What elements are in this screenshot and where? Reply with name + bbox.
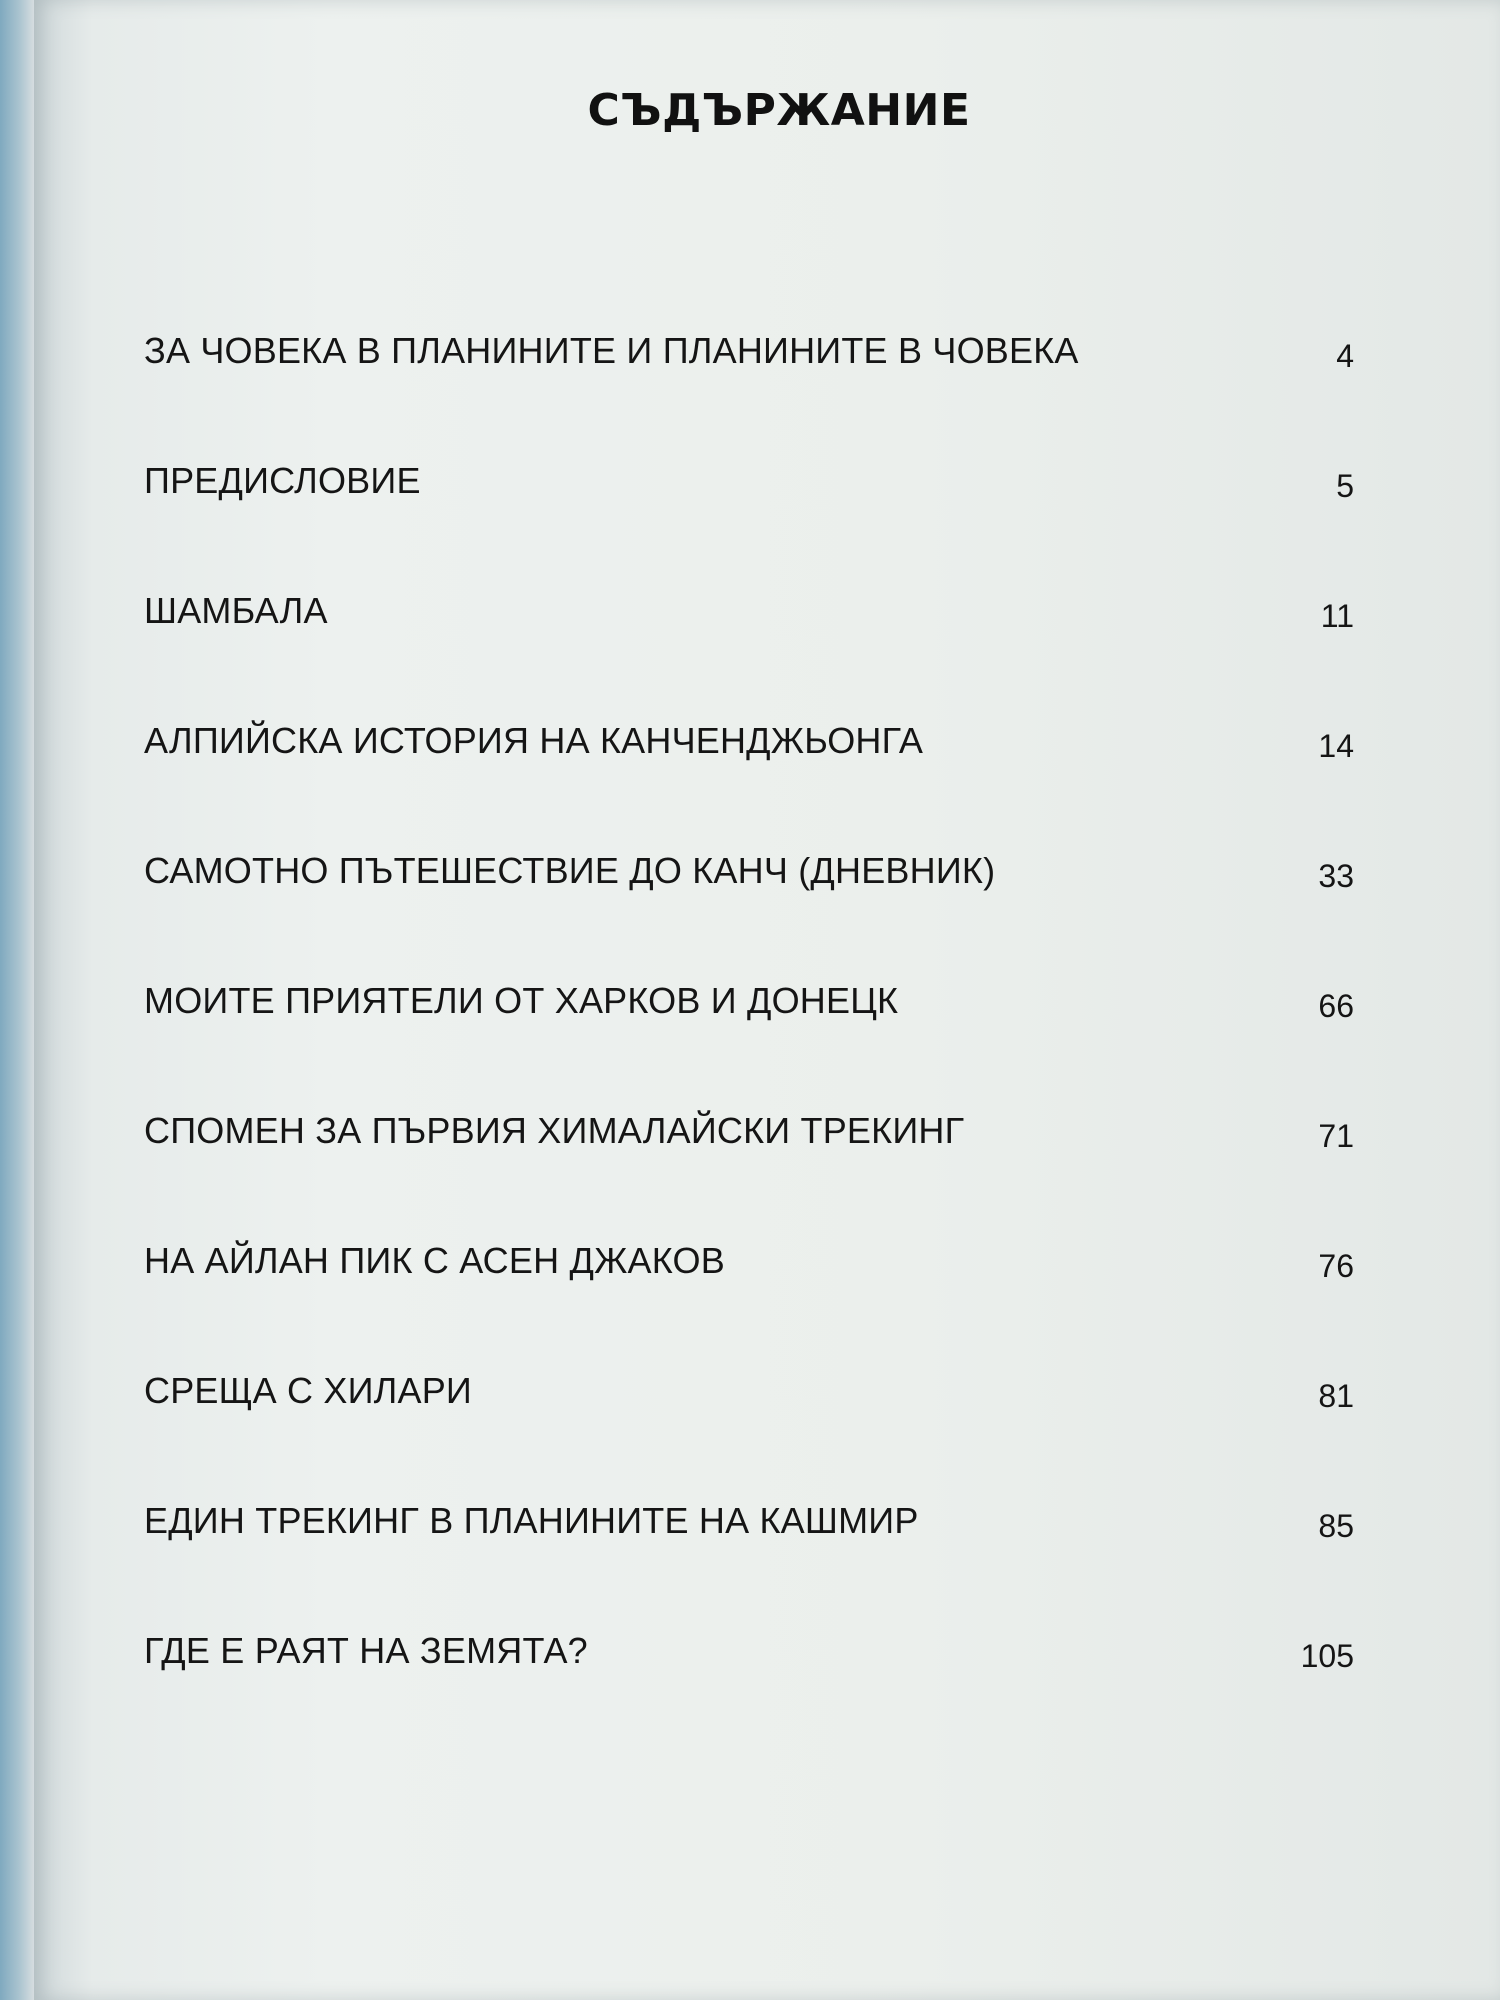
toc-entry-title: ГДЕ Е РАЯТ НА ЗЕМЯТА?: [144, 1630, 588, 1671]
toc-entry: [144, 1500, 1354, 1630]
toc-entry: [144, 330, 1354, 460]
toc-entry-page-number: 66: [1318, 988, 1354, 1024]
book-binding-edge: [0, 0, 34, 2000]
toc-entry-page-number: 5: [1336, 468, 1354, 504]
toc-entry-title: МОИТЕ ПРИЯТЕЛИ ОТ ХАРКОВ И ДОНЕЦК: [144, 980, 899, 1021]
toc-entry-title: АЛПИЙСКА ИСТОРИЯ НА КАНЧЕНДЖЬОНГА: [144, 720, 924, 761]
toc-entry-title: САМОТНО ПЪТЕШЕСТВИЕ ДО КАНЧ (ДНЕВНИК): [144, 850, 996, 891]
toc-entry-page-number: 76: [1318, 1248, 1354, 1284]
toc-entry-title: ЕДИН ТРЕКИНГ В ПЛАНИНИТЕ НА КАШМИР: [144, 1500, 919, 1541]
toc-entry: [144, 850, 1354, 980]
toc-entry-page-number: 71: [1318, 1118, 1354, 1154]
toc-entry-page-number: 33: [1318, 858, 1354, 894]
toc-entry-title: СРЕЩА С ХИЛАРИ: [144, 1370, 472, 1411]
toc-entry-page-number: 85: [1318, 1508, 1354, 1544]
toc-entry-title: НА АЙЛАН ПИК С АСЕН ДЖАКОВ: [144, 1240, 725, 1281]
toc-entry: [144, 1110, 1354, 1240]
toc-entry: [144, 460, 1354, 590]
toc-entry: [144, 590, 1354, 720]
toc-entry-page-number: 14: [1318, 728, 1354, 764]
toc-entry-page-number: 81: [1318, 1378, 1354, 1414]
toc-entry: [144, 720, 1354, 850]
toc-entry: [144, 1240, 1354, 1370]
toc-entry-page-number: 11: [1320, 598, 1354, 634]
toc-entry-title: ЗА ЧОВЕКА В ПЛАНИНИТЕ И ПЛАНИНИТЕ В ЧОВЕКА: [144, 330, 1079, 371]
toc-entry-title: ШАМБАЛА: [144, 590, 328, 631]
table-of-contents: [144, 330, 1354, 1760]
toc-entry-title: ПРЕДИСЛОВИЕ: [144, 460, 421, 501]
toc-entry: [144, 1370, 1354, 1500]
toc-entry: [144, 980, 1354, 1110]
page-title: СЪДЪРЖАНИЕ: [587, 85, 971, 136]
toc-entry-title: СПОМЕН ЗА ПЪРВИЯ ХИМАЛАЙСКИ ТРЕКИНГ: [144, 1110, 965, 1151]
toc-entry-page-number: 4: [1336, 338, 1354, 374]
book-page: [34, 0, 1500, 2000]
toc-entry: [144, 1630, 1354, 1760]
toc-entry-page-number: 105: [1300, 1638, 1354, 1674]
